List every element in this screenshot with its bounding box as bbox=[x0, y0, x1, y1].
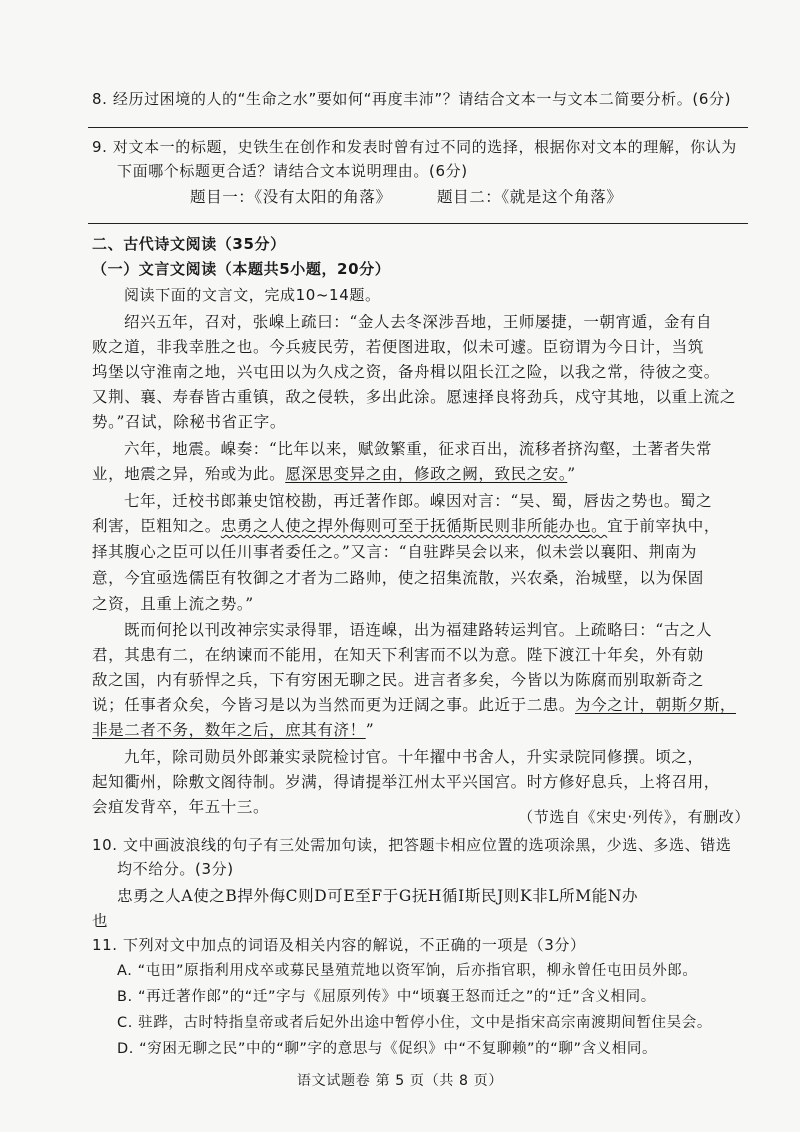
question-11-option-a: A. “屯田”原指利用戍卒或募民垦殖荒地以资军饷，后亦指官职，柳永曾任屯田员外郎。 bbox=[117, 963, 698, 979]
passage-text: 说；任事者众矣，今皆习是以为当然而更为迂阔之事。此近于二患。 bbox=[92, 696, 576, 714]
source-note: （节选自《宋史·列传》，有删改） bbox=[518, 808, 750, 826]
passage-line: 敌之国，内有骄悍之兵，下有穷困无聊之民。进言者多矣，今皆以为陈腐而别取新奇之 bbox=[92, 671, 704, 689]
passage-line: 之资，且重上流之势。” bbox=[92, 595, 254, 613]
passage-text: 利害，臣粗知之。 bbox=[92, 517, 221, 535]
punctuation-options-tail: 也 bbox=[92, 912, 109, 930]
reading-instruction: 阅读下面的文言文，完成10~14题。 bbox=[124, 286, 381, 304]
passage-line bbox=[92, 462, 576, 484]
passage-line: 败之道，非我幸胜之也。今兵疲民劳，若便图进取，似未可遽。臣窃谓为今日计，当筑 bbox=[92, 338, 704, 356]
punctuation-options: 忠勇之人A使之B捍外侮C则D可E至F于G抚H循I斯民J则K非L所M能N办 bbox=[117, 887, 639, 905]
question-11-option-d: D. “穷困无聊之民”中的“聊”字的意思与《促织》中“不复聊赖”的“聊”含义相同。 bbox=[117, 1041, 658, 1057]
subsection-heading: （一）文言文阅读（本题共5小题，20分） bbox=[92, 260, 391, 278]
answer-line bbox=[88, 127, 748, 128]
passage-line: 君，其患有二，在纳谏而不能用，在知天下利害而不以为意。陛下渡江十年矣，外有勍 bbox=[92, 646, 704, 664]
passage-line: 会疽发背卒，年五十三。 bbox=[92, 798, 270, 816]
passage-line: 坞堡以守淮南之地，兴屯田以为久戍之资，备舟楫以阻长江之险，以我之常，待彼之变。 bbox=[92, 363, 720, 381]
passage-line: 七年，迁校书郎兼史馆校勘，再迁著作郎。嵲因对言：“吴、蜀，唇齿之势也。蜀之 bbox=[124, 492, 713, 510]
passage-line: 择其腹心之臣可以任川事者委任之。”又言：“自驻跸吴会以来，似未尝以襄阳、荆南为 bbox=[92, 543, 698, 561]
passage-line bbox=[92, 693, 736, 715]
underlined-sentence: 为今之计，朝斯夕斯， bbox=[575, 696, 737, 714]
passage-text: 业，地震之异，殆或为此。 bbox=[92, 465, 286, 483]
passage-line: 又荆、襄、寿春皆古重镇，敌之侵轶，多出此涂。愿速择良将劲兵，戍守其地，以重上流之 bbox=[92, 388, 737, 406]
passage-text: 宜于前宰执中， bbox=[607, 517, 720, 535]
passage-line bbox=[92, 718, 374, 740]
passage-text: ” bbox=[365, 721, 375, 739]
wavy-underlined-sentence: 忠勇之人使之捍外侮则可至于抚循斯民则非所能办也。 bbox=[220, 517, 608, 535]
passage-line: 起知衢州，除敷文阁待制。岁满，得请提举江州太平兴国宫。时方修好息兵，上将召用， bbox=[92, 773, 720, 791]
question-11-option-b: B. “再迁著作郎”的“迁”字与《屈原列传》中“顷襄王怒而迁之”的“迁”含义相同。 bbox=[117, 989, 656, 1005]
passage-line: 九年，除司勋员外郎兼实录院检讨官。十年擢中书舍人，升实录院同修撰。顷之， bbox=[124, 748, 704, 766]
passage-text: ” bbox=[567, 465, 576, 483]
passage-line bbox=[92, 514, 720, 536]
question-9-line2: 下面哪个标题更合适？请结合文本说明理由。(6分) bbox=[117, 162, 468, 180]
question-10-line2: 均不给分。(3分) bbox=[117, 860, 234, 878]
title-option-2: 题目二：《就是这个角落》 bbox=[437, 188, 623, 206]
title-option-1: 题目一：《没有太阳的角落》 bbox=[190, 188, 392, 206]
underlined-sentence: 非是二者不务，数年之后，庶其有济！ bbox=[92, 721, 366, 739]
underlined-sentence: 愿深思变异之由，修政之阙，致民之安。 bbox=[285, 465, 568, 483]
question-11-option-c: C. 驻跸，古时特指皇帝或者后妃外出途中暂停小住，文中是指宋高宗南渡期间暂住吴会。 bbox=[117, 1015, 712, 1031]
passage-line: 既而何抡以刊改神宗实录得罪，语连嵲，出为福建路转运判官。上疏略曰：“古之人 bbox=[124, 621, 713, 639]
passage-line: 势。”召试，除秘书省正字。 bbox=[92, 413, 286, 431]
question-9-line1: 9. 对文本一的标题，史铁生在创作和发表时曾有过不同的选择，根据你对文本的理解，你认为 bbox=[92, 138, 737, 156]
question-10-line1: 10. 文中画波浪线的句子有三处需加句读，把答题卡相应位置的选项涂黑，少选、多选、错选 bbox=[92, 836, 732, 854]
answer-line bbox=[88, 223, 748, 224]
section-heading: 二、古代诗文阅读（35分） bbox=[92, 235, 286, 253]
question-11-stem: 11. 下列对文中加点的词语及相关内容的解说，不正确的一项是（3分） bbox=[92, 936, 586, 954]
page-footer: 语文试题卷 第 5 页（共 8 页） bbox=[296, 1073, 504, 1089]
passage-line: 六年，地震。嵲奏：“比年以来，赋敛繁重，征求百出，流移者挤沟壑，土著者失常 bbox=[124, 440, 713, 458]
passage-line: 绍兴五年，召对，张嵲上疏曰：“金人去冬深涉吾地，王师屡捷，一朝宵遁，金有自 bbox=[124, 313, 713, 331]
passage-line: 意，今宜亟选儒臣有牧御之才者为二路帅，使之招集流散，兴农桑，治城壁，以为保固 bbox=[92, 569, 704, 587]
question-8: 8. 经历过困境的人的“生命之水”要如何“再度丰沛”？请结合文本一与文本二简要分析。(6分) bbox=[92, 90, 732, 108]
